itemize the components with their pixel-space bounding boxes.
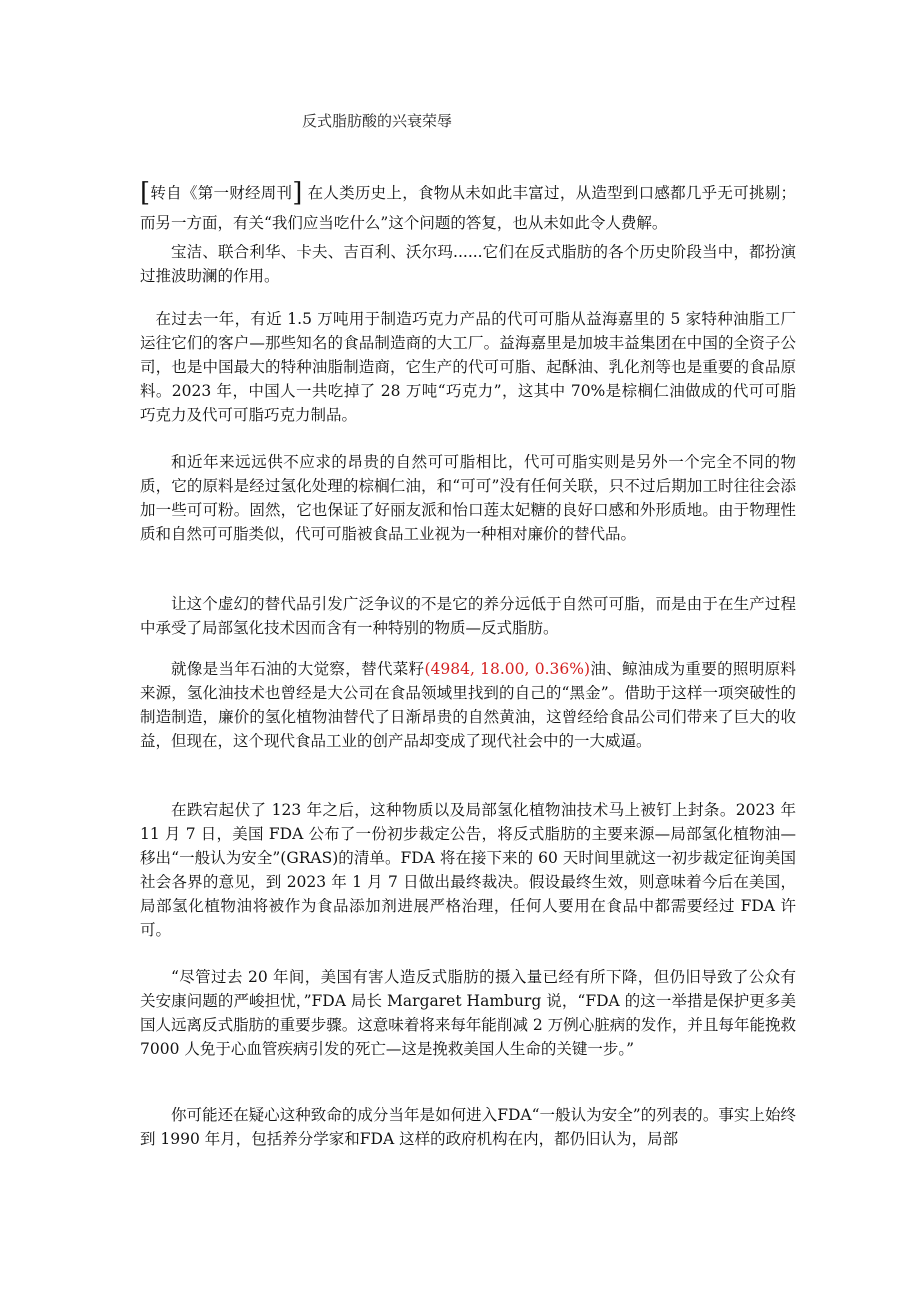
paragraph-7: 你可能还在疑心这种致命的成分当年是如何进入FDA“一般认为安全”的列表的。事实上始终到 1990 年月，包括养分学家和FDA 这样的政府机构在内，都仍旧认为，局部 [140,1106,796,1148]
paragraph-4 [140,657,796,753]
source-text: 转自《第一财经周刊 [150,184,293,202]
article-title: 反式脂肪酸的兴衰荣辱 [302,112,453,130]
paragraph-2: 和近年来远远供不应求的昂贵的自然可可脂相比，代可可脂实则是另外一个完全不同的物质，它的原料是经过氢化处理的棕榈仁油，和“可可”没有任何关联，只不过后期加工时往往会添加一些可可粉。固然，它也保证了好丽友派和怡口莲太妃糖的良好口感和外形质地。由于物理性质和自然可可脂类似，代可可脂被食品工业视为一种相对廉价的替代品。 [140,453,796,543]
source-open-bracket: [ [140,178,151,208]
paragraph-4-rest: 油、鲸油成为重要的照明原料来源，氢化油技术也曾经是大公司在食品领域里找到的自己的“黑金”。借助于这样一项突破性的制造制造，廉价的氢化植物油替代了日渐昂贵的自然黄油，这曾经给食品公司们带来了巨大的收益，但现在，这个现代食品工业的创产品却变成了现代社会中的一大威逼。 [140,660,796,750]
stock-quote-highlight: (4984, 18.00, 0.36%) [424,660,591,678]
intro-text: 在人类历史上，食物从未如此丰富过，从造型到口感都几乎无可挑剔；而另一方面，有关“我们应当吃什么”这个问题的答复，也从未如此令人费解。 [140,184,796,232]
paragraph-5: 在跌宕起伏了 123 年之后，这种物质以及局部氢化植物油技术马上被钉上封条。2023 年 11 月 7 日，美国 FDA 公布了一份初步裁定公告，将反式脂肪的主要来源—局部氢化植物油—移出“一般认为安全”(GRAS)的清单。FDA 将在接下来的 60 天时间里就这一初步裁定征询美国社会各界的意见，到 2023 年 1 月 7 日做出最终裁决。假设最终生效，则意味着今后在美国，局部氢化植物油将被作为食品添加剂进展严格治理，任何人要用在食品中都需要经过 FDA 许可。 [140,801,796,939]
intro-companies-paragraph: 宝洁、联合利华、卡夫、吉百利、沃尔玛......它们在反式脂肪的各个历史阶段当中，都扮演过推波助澜的作用。 [140,243,796,285]
source-close-bracket: ] [292,178,303,208]
paragraph-1: 在过去一年，有近 1.5 万吨用于制造巧克力产品的代可可脂从益海嘉里的 5 家特种油脂工厂运往它们的客户—那些知名的食品制造商的大工厂。益海嘉里是加坡丰益集团在中国的全资子公司，也是中国最大的特种油脂制造商，它生产的代可可脂、起酥油、乳化剂等也是重要的食品原料。2023 年，中国人一共吃掉了 28 万吨“巧克力”，这其中 70%是棕榈仁油做成的代可可脂巧克力及代可可脂巧克力制品。 [140,310,796,424]
intro-paragraph [140,178,796,238]
paragraph-3: 让这个虚幻的替代品引发广泛争议的不是它的养分远低于自然可可脂，而是由于在生产过程中承受了局部氢化技术因而含有一种特别的物质—反式脂肪。 [140,595,796,637]
paragraph-6: “尽管过去 20 年间，美国有害人造反式脂肪的摄入量已经有所下降，但仍旧导致了公众有关安康问题的严峻担忧，”FDA 局长 Margaret Hamburg 说，“FDA 的这一举措是保护更多美国人远离反式脂肪的重要步骤。这意味着将来每年能削减 2 万例心脏病的发作，并且每年能挽救 7000 人免于心血管疾病引发的死亡—这是挽救美国人生命的关键一步。” [140,968,796,1058]
paragraph-4-start: 就像是当年石油的大觉察，替代菜籽 [171,660,425,678]
